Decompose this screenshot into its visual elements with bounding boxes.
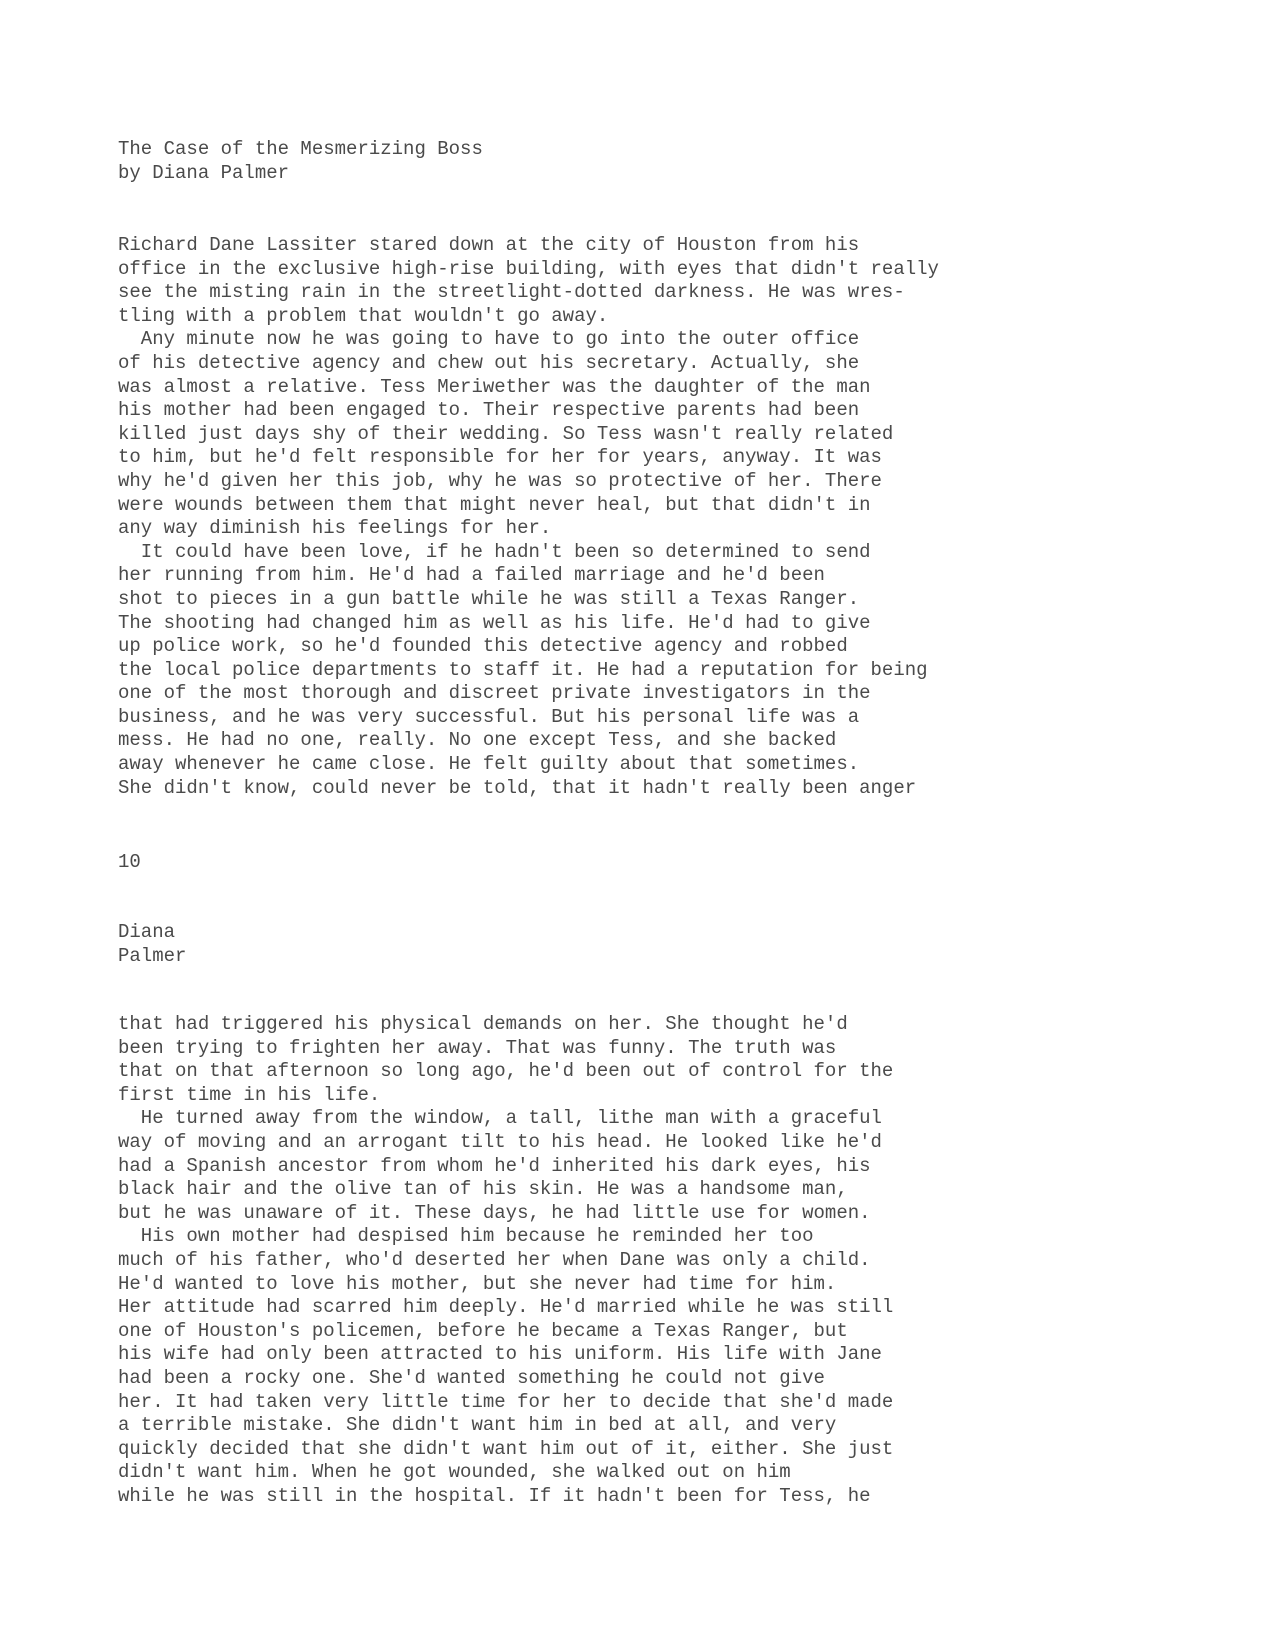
text-line: one of Houston's policemen, before he became a Texas Ranger, but [118,1319,848,1342]
page-number: 10 [118,851,141,873]
text-line: see the misting rain in the streetlight-dotted darkness. He was wres- [118,281,905,304]
text-line: didn't want him. When he got wounded, she walked out on him [118,1461,791,1484]
text-line: was almost a relative. Tess Meriwether was the daughter of the man [118,375,871,398]
text-line: her. It had taken very little time for her to decide that she'd made [118,1390,894,1413]
text-line: one of the most thorough and discreet private investigators in the [118,682,871,705]
text-line: mess. He had no one, really. No one except Tess, and she backed [118,729,837,752]
text-line: She didn't know, could never be told, that it hadn't really been anger [118,776,917,799]
text-line: his mother had been engaged to. Their respective parents had been [118,399,860,422]
running-header-last: Palmer [118,944,187,967]
page-number-block [118,851,141,875]
text-line: The shooting had changed him as well as his life. He'd had to give [118,611,871,634]
text-line: black hair and the olive tan of his skin. He was a handsome man, [118,1178,848,1201]
text-line: that on that afternoon so long ago, he'd been out of control for the [118,1060,894,1083]
running-header [118,921,186,968]
text-line: had been a rocky one. She'd wanted something he could not give [118,1366,825,1389]
text-line: why he'd given her this job, why he was so protective of her. There [118,469,882,492]
text-line: the local police departments to staff it. He had a reputation for being [118,658,928,681]
text-line: His own mother had despised him because he reminded her too [118,1225,814,1248]
text-line: much of his father, who'd deserted her when Dane was only a child. [118,1248,871,1271]
text-line: that had triggered his physical demands on her. She thought he'd [118,1013,848,1035]
text-line: way of moving and an arrogant tilt to his head. He looked like he'd [118,1130,882,1153]
text-line: Richard Dane Lassiter stared down at the city of Houston from his [118,234,860,256]
text-line: of his detective agency and chew out his secretary. Actually, she [118,351,860,374]
text-line: quickly decided that she didn't want him out of it, either. She just [118,1437,894,1460]
text-line: first time in his life. [118,1083,381,1106]
text-line: It could have been love, if he hadn't been so determined to send [118,540,871,563]
text-line: He'd wanted to love his mother, but she never had time for him. [118,1272,837,1295]
text-line: away whenever he came close. He felt guilty about that sometimes. [118,753,860,776]
text-line: his wife had only been attracted to his uniform. His life with Jane [118,1343,882,1366]
book-title: The Case of the Mesmerizing Boss [118,138,483,160]
text-line: killed just days shy of their wedding. So Tess wasn't really related [118,422,894,445]
byline: by Diana Palmer [118,161,290,184]
text-line: business, and he was very successful. But his personal life was a [118,705,860,728]
page-text-top [118,234,939,800]
text-line: Any minute now he was going to have to go into the outer office [118,328,860,351]
text-line: tling with a problem that wouldn't go away. [118,304,609,327]
title-block [118,138,483,185]
text-line: but he was unaware of it. These days, he had little use for women. [118,1201,871,1224]
text-line: up police work, so he'd founded this detective agency and robbed [118,635,848,658]
text-line: Her attitude had scarred him deeply. He'd married while he was still [118,1296,894,1319]
text-line: had a Spanish ancestor from whom he'd inherited his dark eyes, his [118,1154,871,1177]
text-line: He turned away from the window, a tall, lithe man with a graceful [118,1107,882,1130]
text-line: were wounds between them that might never heal, but that didn't in [118,493,871,516]
text-line: shot to pieces in a gun battle while he was still a Texas Ranger. [118,587,860,610]
page-text-bottom [118,1013,893,1508]
text-line: her running from him. He'd had a failed marriage and he'd been [118,564,825,587]
text-line: a terrible mistake. She didn't want him in bed at all, and very [118,1414,837,1437]
text-line: any way diminish his feelings for her. [118,517,552,540]
text-line: office in the exclusive high-rise building, with eyes that didn't really [118,257,939,280]
text-line: to him, but he'd felt responsible for her for years, anyway. It was [118,446,882,469]
text-line: while he was still in the hospital. If it hadn't been for Tess, he [118,1484,871,1507]
text-line: been trying to frighten her away. That was funny. The truth was [118,1036,837,1059]
running-header-first: Diana [118,921,176,943]
